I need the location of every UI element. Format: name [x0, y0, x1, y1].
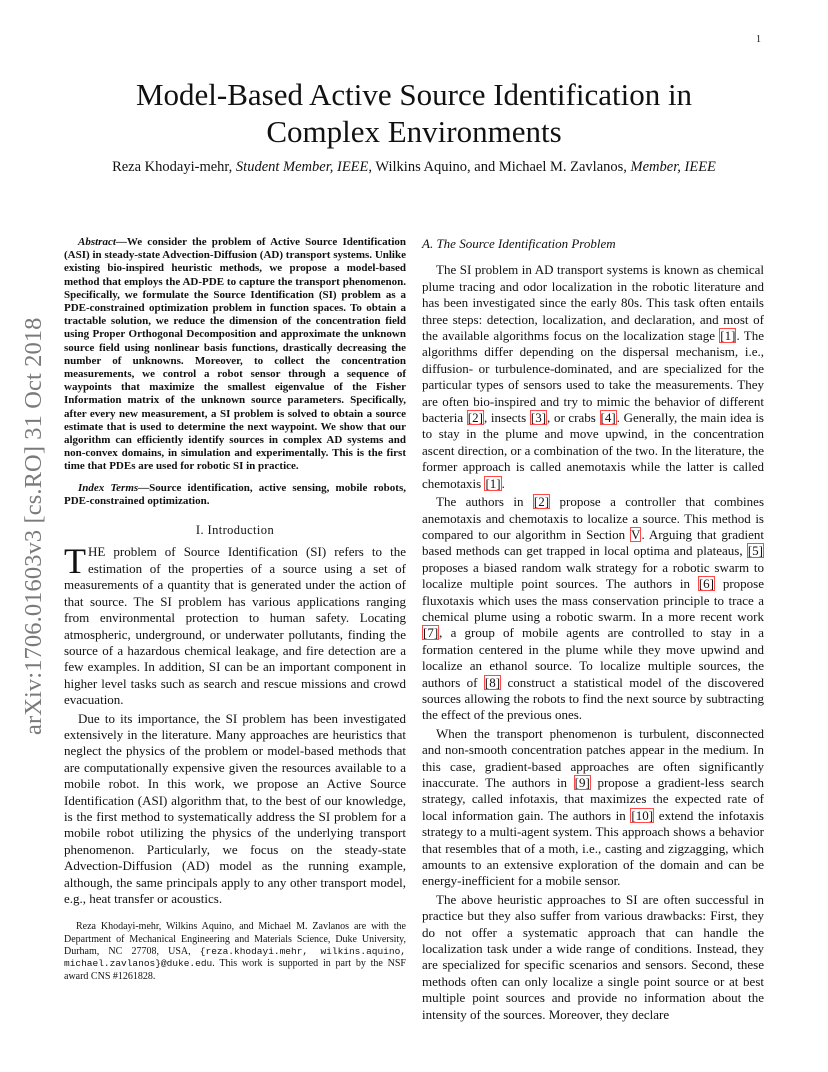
text-run: propose fluxotaxis which uses the mass conservation principle to trace a chemical plume using a robotic swarm. In a more recent work: [422, 576, 764, 624]
author-line: [64, 159, 764, 176]
text-run: When the transport phenomenon is turbulent, disconnected and non-smooth concentration patches appear in the medium. In this case, gradient-based approaches are often significantly inaccurate. The authors in: [422, 725, 764, 790]
text-run: construct a statistical model of the discovered sources allowing the robots to find the next source by subtracting the effect of the previous ones.: [422, 674, 764, 723]
citation-link[interactable]: [1]: [720, 328, 736, 344]
right-paragraph-1: [422, 262, 764, 492]
arxiv-stamp: arXiv:1706.01603v3 [cs.RO] 31 Oct 2018: [20, 317, 47, 735]
author-2-3: , Wilkins Aquino, and Michael M. Zavlanos,: [368, 159, 627, 175]
abstract: [64, 236, 406, 474]
right-column: [422, 236, 764, 1023]
text-run: proposes a biased random walk strategy for a robotic swarm to localize multiple point sources. The authors in: [422, 559, 764, 592]
author-1-role: Student Member, IEEE: [235, 159, 369, 175]
citation-link[interactable]: [5]: [747, 543, 763, 559]
citation-link[interactable]: [8]: [484, 674, 501, 690]
abstract-label: Abstract: [78, 236, 116, 248]
author-footnote: [64, 921, 406, 982]
section-heading-introduction: I. Introduction: [195, 523, 275, 538]
citation-link[interactable]: [3]: [530, 410, 547, 426]
intro-paragraph-1: [64, 541, 406, 708]
title-line-2: Complex Environments: [266, 114, 562, 149]
right-paragraph-3: [422, 726, 764, 890]
author-3-role: Member, IEEE: [630, 159, 716, 175]
abstract-text: —We consider the problem of Active Source Identification (ASI) in steady-state Advection-Diffusion (AD) transport systems. Unlike existing bio-inspired heuristic methods, we propose a model-based method that employs the AD-PDE to capture the transport phenomenon. Specifically, we formulate the Source Identification (SI) problem as a PDE-constrained optimization problem in function spaces. To obtain a tractable solution, we reduce the dimension of the concentration field using Proper Orthogonal Decomposition and approximate the unknown source field using nonlinear basis functions, drastically decreasing the number of unknowns. Moreover, to collect the concentration measurements, we control a robot sensor through a sequence of waypoints that maximize the smallest eigenvalue of the Fisher Information matrix of the unknown source parameters. Specifically, after every new measurement, a SI problem is solved to obtain a source estimate that is used to determine the next waypoint. We show that our algorithm can efficiently identify sources in complex AD systems and non-convex domains, in simulation and experimentally. This is the first time that PDEs are used for robotic SI in practice.: [64, 236, 406, 473]
author-1: Reza Khodayi-mehr,: [112, 159, 233, 175]
intro-paragraph-2: Due to its importance, the SI problem has been investigated extensively in the literature. Many approaches are heuristics that neglect the physics of the problem or model-based methods that are computationally expensive given the resources available to a mobile robot. In this work, we propose an Active Source Identification (ASI) algorithm that, to the best of our knowledge, is the first method to systematically address the SI problem for a mobile robot utilizing the physics of the underlying transport phenomenon. Particularly, we focus on the steady-state Advection-Diffusion (AD) model as the running example, although, the same principals apply to any other transport model, e.g., heat transfer or acoustics.: [64, 710, 406, 906]
subsection-heading: A. The Source Identification Problem: [422, 236, 616, 251]
footnote-text-1: Reza Khodayi-mehr, Wilkins Aquino, and Michael M. Zavlanos are with the Department of Mechanical Engineering and Materials Science, Duke University, Durham, NC 27708, USA,: [64, 921, 406, 957]
citation-link[interactable]: [6]: [698, 576, 714, 592]
citation-link[interactable]: [7]: [423, 625, 439, 641]
footnote-text-2: . This work is supported in part by the NSF award CNS #1261828.: [64, 958, 406, 982]
citation-link[interactable]: [2]: [467, 410, 483, 426]
citation-link[interactable]: [1]: [485, 475, 501, 491]
page-number: 1: [756, 34, 761, 45]
text-run: propose a controller that combines anemotaxis and chemotaxis to localize a source. This method is compared to our algorithm in Section: [422, 494, 764, 542]
text-run: . The algorithms differ depending on the dispersal mechanism, i.e., diffusion- or turbulence-dominated, and are specialized for the particular types of sensors used to take the measurements. They are often bio-inspired and try to mimic the behavior of different bacteria: [422, 328, 764, 426]
citation-link[interactable]: [10]: [631, 807, 654, 823]
intro-p1-text: HE problem of Source Identification (SI) refers to the estimation of the properties of a source using a set of measurements of a quantity that is generated under the action of that source. The SI problem has various applications ranging from environmental protection to human safety. Locating atmospheric, underground, or underwater pollutants, finding the source of a hazardous chemical leakage, and fire detection are a few examples. In addition, SI can be an important component in higher level tasks such as search and rescue missions and crowd evacuation.: [64, 544, 406, 708]
section-link[interactable]: V: [631, 526, 641, 542]
text-run: , insects: [483, 410, 530, 426]
text-run: extend the infotaxis strategy to a multi-agent system. This approach shows a behavior that resembles that of a moth, i.e., casting and zigzagging, which amounts to an extensive exploration of the domain and can be energy-inefficient for a mobile sensor.: [422, 807, 764, 889]
citation-link[interactable]: [9]: [574, 775, 590, 790]
text-run: . Arguing that gradient based methods can get trapped in local optima and plateaus,: [422, 526, 764, 559]
text-run: The SI problem in AD transport systems is known as chemical plume tracing and odor localization in the robotic literature and has been investigated since the early 80s. This task often entails three steps: detection, localization, and declaration, and most of the available algorithms focus on the localization stage: [422, 262, 764, 344]
text-run: . Generally, the main idea is to stay in the plume and move upwind, in the concentration ascent direction, or a combination of the two. In the literature, the former approach is called anemotaxis while the latter is called chemotaxis: [422, 410, 764, 491]
dropcap-letter: T: [64, 541, 86, 582]
footnote-emails[interactable]: {reza.khodayi.mehr, wilkins.aquino, michael.zavlanos}@duke.edu: [64, 946, 406, 970]
text-run: The authors in: [436, 494, 533, 510]
index-terms: [64, 482, 406, 508]
title-line-1: Model-Based Active Source Identification in: [135, 77, 693, 112]
text-run: , or crabs: [547, 410, 600, 426]
text-run: .: [501, 475, 505, 491]
left-column: [64, 236, 406, 983]
paper-title: [64, 76, 764, 150]
citation-link[interactable]: [2]: [533, 494, 550, 510]
right-paragraph-2: [422, 494, 764, 724]
text-run: propose a gradient-less search strategy, called infotaxis, that maximizes the expected rate of local information gain. The authors in: [422, 775, 764, 823]
index-terms-text: —Source identification, active sensing, mobile robots, PDE-constrained optimization.: [64, 481, 406, 507]
text-run: , a group of mobile agents are controlled to stay in a formation centered in the plume while they move upwind and localize an ethanol source. To localize multiple sources, the authors of: [422, 625, 764, 690]
right-paragraph-4: The above heuristic approaches to SI are often successful in practice but they also suffer from various drawbacks: First, they do not offer a systematic approach that can handle the localization task under a wide range of conditions. Instead, they are specialized for specific scenarios and sensors. Second, these methods often can only localize a single point source or at best multiple point sources and provide no information about the intensity of the sources. Moreover, they declare: [422, 891, 764, 1022]
citation-link[interactable]: [4]: [600, 410, 616, 426]
index-terms-label: Index Terms: [78, 481, 139, 494]
